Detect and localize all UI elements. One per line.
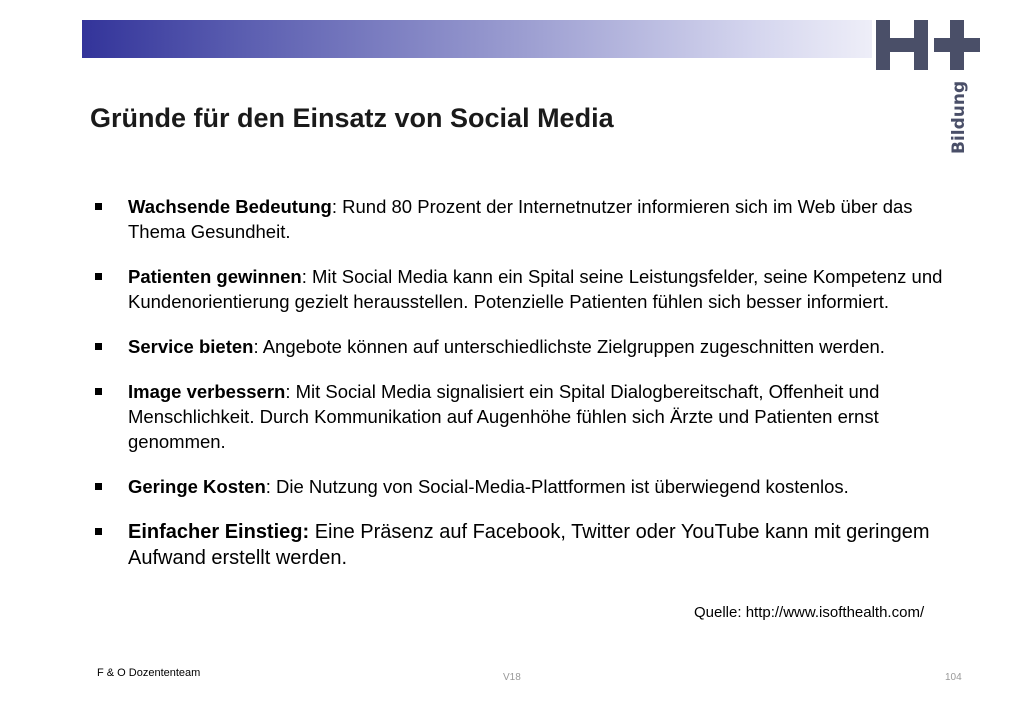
bullet-square-icon (95, 343, 102, 350)
footer-author: F & O Dozententeam (97, 667, 201, 679)
bullet-text: Mit Social Media kann ein Spital seine Leistungsfelder, seine Kompetenz und Kundenorientierung gezielt herausstellen. Potenzielle Patienten fühlen sich besser informiert. (128, 266, 943, 312)
bullet-lead: Wachsende Bedeutung (128, 196, 332, 217)
bullet-separator: : (253, 336, 259, 357)
bullet-lead: Service bieten (128, 336, 254, 357)
bullet-separator: : (265, 476, 271, 497)
bullet-item (92, 379, 972, 454)
slide-title: Gründe für den Einsatz von Social Media (90, 103, 614, 133)
hplus-logo (872, 16, 984, 156)
bullet-separator: : (301, 266, 307, 287)
bullet-square-icon (95, 388, 102, 395)
bullet-square-icon (95, 203, 102, 210)
bullet-item (92, 334, 972, 359)
bullet-item (92, 474, 972, 499)
bullet-text: Rund 80 Prozent der Internetnutzer informieren sich im Web über das Thema Gesundheit. (128, 196, 913, 242)
bullet-list (92, 194, 972, 571)
bullet-text: Angebote können auf unterschiedlichste Zielgruppen zugeschnitten werden. (258, 336, 885, 357)
bullet-square-icon (95, 273, 102, 280)
logo-text: Bildung (949, 80, 969, 154)
bullet-text: Die Nutzung von Social-Media-Plattformen ist überwiegend kostenlos. (270, 476, 849, 497)
bullet-square-icon (95, 483, 102, 490)
bullet-separator: : (285, 381, 291, 402)
bullet-text: Mit Social Media signalisiert ein Spital Dialogbereitschaft, Offenheit und Menschlichkeit. Durch Kommunikation auf Augenhöhe fühlen sich Ärzte und Patienten ernst genommen. (128, 381, 880, 452)
source-citation: Quelle: http://www.isofthealth.com/ (694, 604, 925, 621)
bullet-separator: : (331, 196, 338, 217)
bullet-lead: Geringe Kosten (128, 476, 266, 497)
header-banner (82, 20, 872, 58)
bullet-square-icon (95, 528, 102, 535)
bullet-lead: Patienten gewinnen (128, 266, 302, 287)
bullet-item (92, 519, 972, 571)
page-number: 104 (945, 672, 962, 683)
footer-version: V18 (503, 672, 521, 683)
bullet-item (92, 194, 972, 244)
bullet-lead: Einfacher Einstieg: (128, 521, 310, 543)
bullet-item (92, 264, 972, 314)
bullet-lead: Image verbessern (128, 381, 286, 402)
bullet-text: Eine Präsenz auf Facebook, Twitter oder YouTube kann mit geringem Aufwand erstellt werden. (128, 521, 930, 569)
